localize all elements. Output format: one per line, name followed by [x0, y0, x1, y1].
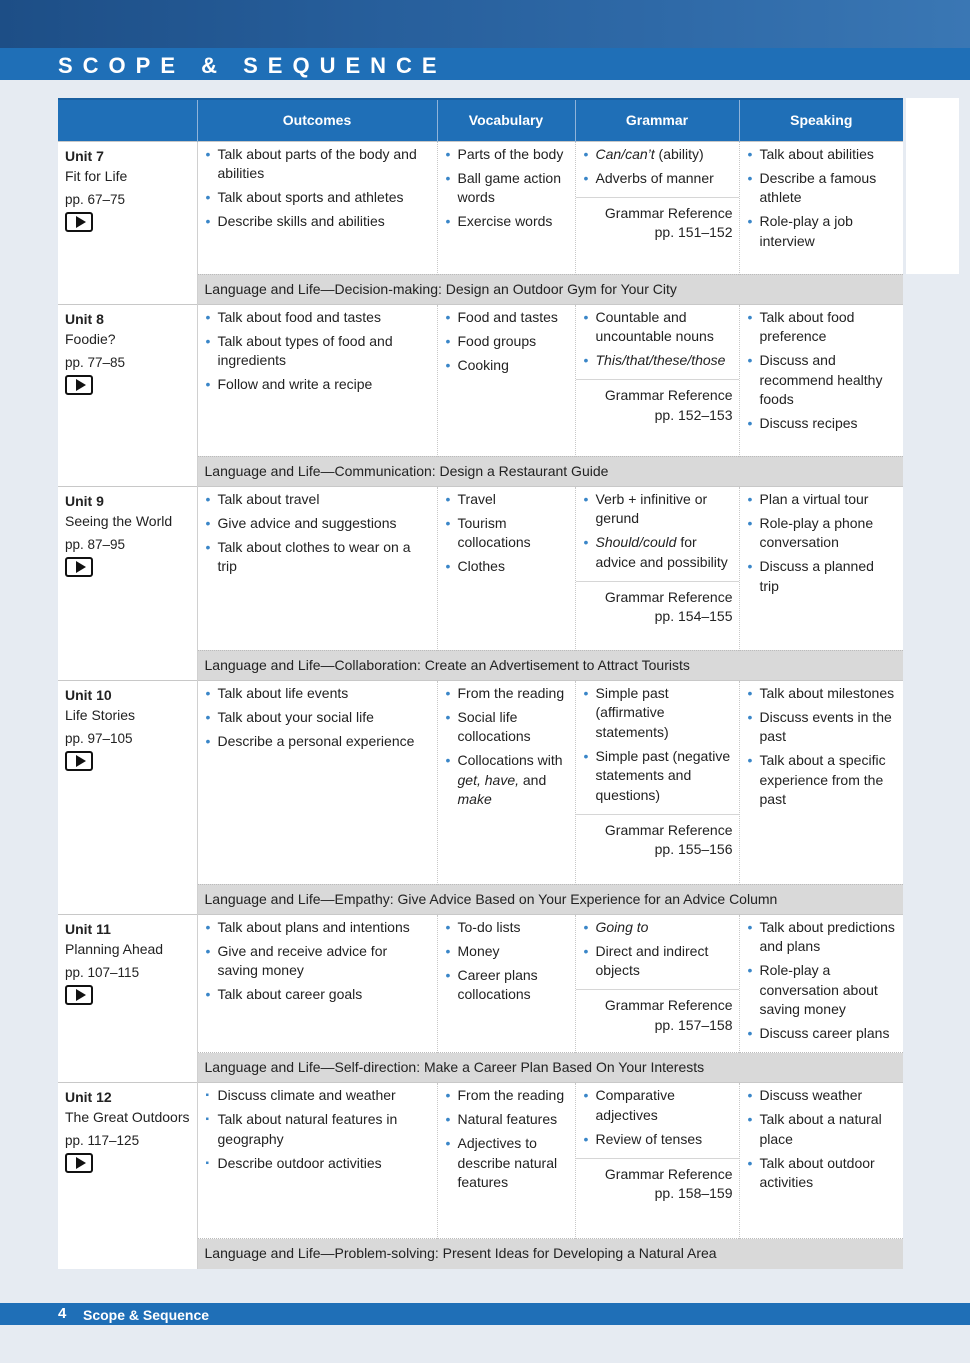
- unit-info: [58, 680, 197, 914]
- list-item: ▪ Discuss climate and weather: [205, 1086, 431, 1106]
- outcomes-cell: [197, 680, 437, 884]
- list-item: • Discuss weather: [747, 1086, 898, 1106]
- list-item: • Should/could for advice and possibility: [583, 533, 733, 572]
- unit-title: Seeing the World: [65, 512, 173, 529]
- list-item: • Can/can’t (ability): [583, 145, 733, 165]
- unit-row: [58, 1083, 903, 1239]
- list-item: • Give and receive advice for saving money: [205, 942, 431, 981]
- grammar-cell: [575, 486, 739, 650]
- list-item: • Discuss events in the past: [747, 708, 898, 747]
- list-item: • Ball game action words: [445, 169, 569, 208]
- video-play-icon[interactable]: [65, 557, 93, 577]
- language-life-text: Language and Life—Collaboration: Create an Advertisement to Attract Tourists: [197, 650, 903, 680]
- unit-row: [58, 680, 903, 884]
- unit-row: [58, 141, 903, 274]
- vocabulary-cell: [437, 680, 575, 884]
- video-play-icon[interactable]: [65, 212, 93, 232]
- list-item: • Simple past (negative statements and questions): [583, 747, 733, 806]
- language-life-text: Language and Life—Self-direction: Make a Career Plan Based On Your Interests: [197, 1053, 903, 1083]
- list-item: • Talk about career goals: [205, 985, 431, 1005]
- unit-info: [58, 304, 197, 486]
- unit-title: Planning Ahead: [65, 940, 164, 957]
- list-item: • Talk about sports and athletes: [205, 188, 431, 208]
- list-item: • Countable and uncountable nouns: [583, 308, 733, 347]
- list-item: • Talk about travel: [205, 490, 431, 510]
- list-item: • Describe a famous athlete: [747, 169, 898, 208]
- list-item: • Simple past (affirmative statements): [583, 684, 733, 743]
- header-corner: [58, 99, 197, 141]
- grammar-reference: Grammar Reference pp. 158–159: [604, 1165, 733, 1201]
- column-header-vocabulary: Vocabulary: [437, 99, 575, 141]
- language-life-text: Language and Life—Decision-making: Design an Outdoor Gym for Your City: [197, 274, 903, 304]
- unit-title: The Great Outdoors: [65, 1109, 190, 1125]
- table-header-row: [58, 99, 903, 141]
- list-item: • Role-play a phone conversation: [747, 514, 898, 553]
- page-title: SCOPE & SEQUENCE: [58, 53, 447, 78]
- list-item: • Adverbs of manner: [583, 169, 733, 189]
- unit-number: Unit 10: [65, 686, 112, 703]
- grammar-reference: Grammar Reference pp. 157–158: [604, 997, 733, 1033]
- unit-title: Life Stories: [65, 706, 136, 723]
- list-item: • Talk about food preference: [747, 308, 898, 347]
- list-item: • Travel: [445, 490, 569, 510]
- vocabulary-cell: [437, 304, 575, 456]
- grammar-cell: [575, 304, 739, 456]
- speaking-cell: [739, 141, 903, 274]
- column-header-speaking: Speaking: [739, 99, 903, 141]
- list-item: • Discuss and recommend healthy foods: [747, 351, 898, 410]
- column-header-outcomes: Outcomes: [197, 99, 437, 141]
- list-item: • Going to: [583, 918, 733, 938]
- unit-number: Unit 9: [65, 492, 104, 509]
- list-item: • Talk about life events: [205, 684, 431, 704]
- unit-number: Unit 8: [65, 310, 104, 327]
- video-play-icon[interactable]: [65, 751, 93, 771]
- speaking-cell: [739, 680, 903, 884]
- list-item: • Talk about a natural place: [747, 1110, 898, 1149]
- unit-pages: pp. 97–105: [65, 730, 133, 746]
- list-item: • Discuss recipes: [747, 414, 898, 434]
- list-item: • Talk about a specific experience from the past: [747, 751, 898, 810]
- unit-pages: pp. 107–115: [65, 964, 140, 980]
- speaking-cell: [739, 914, 903, 1053]
- unit-info: [58, 486, 197, 680]
- vocabulary-cell: [437, 1083, 575, 1239]
- unit-number: Unit 12: [65, 1089, 112, 1105]
- list-item: • Money: [445, 942, 569, 962]
- list-item: • Adjectives to describe natural features: [445, 1134, 569, 1193]
- list-item: • Talk about predictions and plans: [747, 918, 898, 957]
- list-item: • Collocations with get, have, and make: [445, 751, 569, 810]
- grammar-cell: [575, 1083, 739, 1239]
- list-item: • Talk about plans and intentions: [205, 918, 431, 938]
- list-item: • Talk about milestones: [747, 684, 898, 704]
- grammar-reference: Grammar Reference pp. 152–153: [604, 387, 733, 423]
- list-item: • Parts of the body: [445, 145, 569, 165]
- list-item: • Talk about your social life: [205, 708, 431, 728]
- list-item: • Food groups: [445, 332, 569, 352]
- column-header-grammar: Grammar: [575, 99, 739, 141]
- grammar-reference: Grammar Reference pp. 155–156: [604, 821, 733, 857]
- list-item: • Verb + infinitive or gerund: [583, 490, 733, 529]
- list-item: • Talk about food and tastes: [205, 308, 431, 328]
- footer-label: Scope & Sequence: [83, 1307, 210, 1323]
- list-item: • Talk about outdoor activities: [747, 1154, 898, 1193]
- list-item: • Career plans collocations: [445, 966, 569, 1005]
- unit-info: [58, 914, 197, 1083]
- list-item: • Cooking: [445, 356, 569, 376]
- list-item: • Social life collocations: [445, 708, 569, 747]
- list-item: • Tourism collocations: [445, 514, 569, 553]
- unit-pages: pp. 87–95: [65, 536, 126, 552]
- scope-sequence-table: [58, 98, 903, 1269]
- list-item: • Review of tenses: [583, 1130, 733, 1150]
- list-item: • Describe a personal experience: [205, 732, 431, 752]
- list-item: • Food and tastes: [445, 308, 569, 328]
- list-item: • Natural features: [445, 1110, 569, 1130]
- list-item: • Plan a virtual tour: [747, 490, 898, 510]
- unit-info: [58, 141, 197, 304]
- unit-pages: pp. 117–125: [65, 1133, 140, 1148]
- list-item: ▪ Talk about natural features in geography: [205, 1110, 431, 1149]
- list-item: • Direct and indirect objects: [583, 942, 733, 981]
- list-item: ▪ Describe outdoor activities: [205, 1154, 431, 1174]
- list-item: • Describe skills and abilities: [205, 212, 431, 232]
- unit-row: [58, 914, 903, 1053]
- unit-info: [58, 1083, 197, 1269]
- grammar-reference: Grammar Reference pp. 154–155: [604, 588, 733, 624]
- list-item: • Follow and write a recipe: [205, 375, 431, 395]
- outcomes-cell: [197, 304, 437, 456]
- outcomes-cell: [197, 1083, 437, 1239]
- language-life-text: Language and Life—Empathy: Give Advice Based on Your Experience for an Advice Column: [197, 884, 903, 914]
- list-item: • Comparative adjectives: [583, 1086, 733, 1125]
- list-item: • Role-play a conversation about saving money: [747, 961, 898, 1020]
- unit-pages: pp. 67–75: [65, 191, 126, 207]
- vocabulary-cell: [437, 141, 575, 274]
- video-play-icon[interactable]: [65, 1153, 93, 1173]
- grammar-cell: [575, 680, 739, 884]
- vocabulary-cell: [437, 486, 575, 650]
- page-edge-strip: [906, 98, 959, 274]
- video-play-icon[interactable]: [65, 375, 93, 395]
- unit-number: Unit 11: [65, 920, 111, 937]
- vocabulary-cell: [437, 914, 575, 1053]
- list-item: • From the reading: [445, 684, 569, 704]
- list-item: • Talk about clothes to wear on a trip: [205, 538, 431, 577]
- list-item: • This/that/these/those: [583, 351, 733, 371]
- list-item: • Role-play a job interview: [747, 212, 898, 251]
- outcomes-cell: [197, 914, 437, 1053]
- list-item: • To-do lists: [445, 918, 569, 938]
- header-banner: [0, 0, 970, 48]
- video-play-icon[interactable]: [65, 985, 93, 1005]
- grammar-cell: [575, 141, 739, 274]
- list-item: • From the reading: [445, 1086, 569, 1106]
- list-item: • Talk about parts of the body and abilities: [205, 145, 431, 184]
- unit-title: Fit for Life: [65, 167, 128, 184]
- grammar-reference: Grammar Reference pp. 151–152: [604, 204, 733, 240]
- list-item: • Discuss career plans: [747, 1024, 898, 1044]
- grammar-cell: [575, 914, 739, 1053]
- outcomes-cell: [197, 141, 437, 274]
- list-item: • Give advice and suggestions: [205, 514, 431, 534]
- unit-number: Unit 7: [65, 147, 104, 164]
- list-item: • Clothes: [445, 557, 569, 577]
- list-item: • Exercise words: [445, 212, 569, 232]
- unit-row: [58, 304, 903, 456]
- list-item: • Talk about types of food and ingredients: [205, 332, 431, 371]
- unit-row: [58, 486, 903, 650]
- list-item: • Discuss a planned trip: [747, 557, 898, 596]
- speaking-cell: [739, 1083, 903, 1239]
- unit-pages: pp. 77–85: [65, 354, 126, 370]
- speaking-cell: [739, 486, 903, 650]
- speaking-cell: [739, 304, 903, 456]
- language-life-text: Language and Life—Problem-solving: Present Ideas for Developing a Natural Area: [197, 1239, 903, 1269]
- language-life-text: Language and Life—Communication: Design a Restaurant Guide: [197, 456, 903, 486]
- unit-title: Foodie?: [65, 330, 116, 347]
- page-number: 4: [58, 1305, 67, 1322]
- outcomes-cell: [197, 486, 437, 650]
- list-item: • Talk about abilities: [747, 145, 898, 165]
